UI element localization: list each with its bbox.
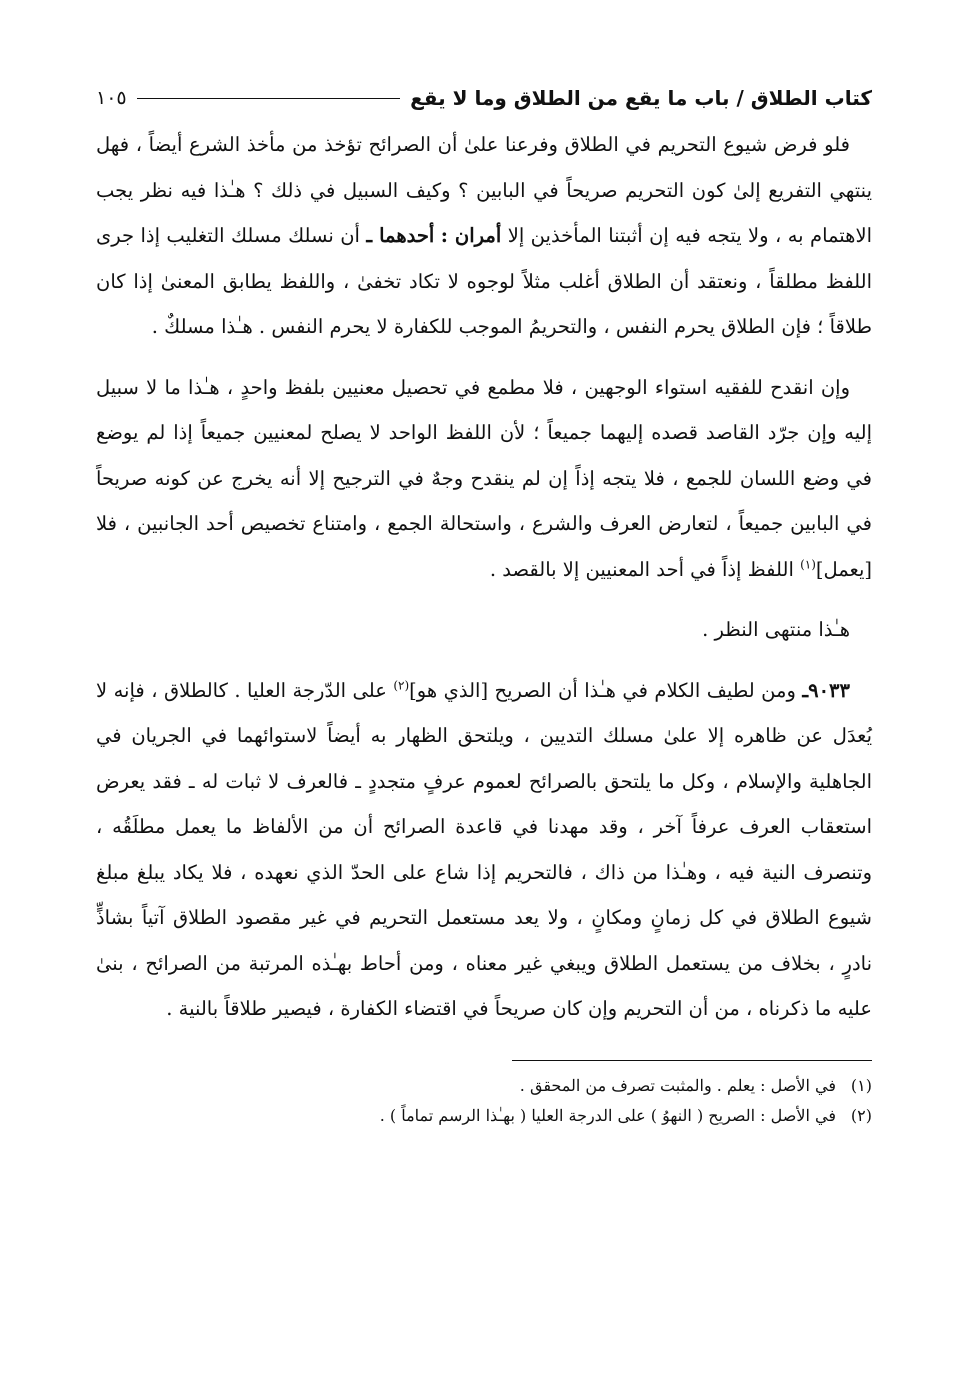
footnote-rule: [512, 1060, 872, 1061]
page-number: ١٠٥: [96, 87, 127, 109]
footnote-number: (٢): [850, 1105, 872, 1125]
running-header: [96, 78, 872, 118]
footnotes: [96, 1071, 872, 1131]
paragraph-2-text-a: وإن انقدح للفقيه استواء الوجهين ، فلا مطمع في تحصيل معنيين بلفظ واحدٍ ، هـٰذا ما لا سبيل إليه وإن جرّد القاصد قصده إليهما جميعاً ؛ لأن اللفظ الواحد لا يصلح لمعنيين جميعاً إذا لم يوضع في وضع اللسان للجمع ، فلا يتجه إذاً إن لم ينقدح وجهٌ في الترجيح إلا أنه يخرج عن كونه صريحاً في البابين جميعاً ، لتعارض العرف والشرع ، واستحالة الجمع ، وامتناع تخصيص أحد الجانبين ، فلا [يعمل]: [96, 375, 872, 581]
bold-term-amran: أمران :: [440, 224, 502, 247]
footnote-text: في الأصل : الصريح ( النهوُ ) على الدرجة العليا ( بهـٰذا الرسم تماماً ) .: [379, 1105, 836, 1125]
footnote-ref-1: (١): [800, 557, 816, 571]
paragraph-4: [96, 668, 872, 1032]
body-text: [96, 122, 872, 1032]
paragraph-1: [96, 122, 872, 350]
footnote-ref-2: (٢): [393, 678, 410, 692]
paragraph-3-text: هـٰذا منتهى النظر .: [702, 618, 850, 641]
book-page: [96, 78, 872, 1368]
footnote: [96, 1071, 872, 1101]
bold-term-ahaduhuma: أحدهما ـ: [366, 224, 435, 247]
paragraph-2: [96, 365, 872, 593]
paragraph-4-text-a: ومن لطيف الكلام في هـٰذا أن الصريح [الذي هو]: [409, 678, 796, 702]
footnote-text: في الأصل : يعلم . والمثبت تصرف من المحقق .: [519, 1075, 836, 1095]
paragraph-1-text: فلو فرض شيوع التحريم في الطلاق وفرعنا علىٰ أن الصرائح تؤخذ من مأخذ الشرع أيضاً ، فهل ينتهي التفريع إلىٰ كون التحريم صريحاً في البابين ؟ وكيف السبيل في ذلك ؟ هـٰذا فيه نظر يجب الاهتمام به ، ولا يتجه فيه إن أثبتنا المأخذين إلا: [96, 133, 872, 247]
paragraph-2-text-b: اللفظ إذاً في أحد المعنيين إلا بالقصد .: [489, 557, 794, 581]
paragraph-3: [96, 607, 872, 653]
section-number: ٩٠٣٣ـ: [802, 678, 850, 702]
paragraph-1-rest: أن نسلك مسلك التغليب إذا جرى اللفظ مطلقاً ، ونعتقد أن الطلاق أغلب مثلاً لوجوه لا تكاد تخفىٰ ، واللفظ يطابق المعنىٰ إذا كان طلاقاً ؛ فإن الطلاق يحرم النفس ، والتحريمُ الموجب للكفارة لا يحرم النفس . هـٰذا مسلكٌ .: [96, 224, 872, 338]
paragraph-4-text-b: على الدّرجة العليا . كالطلاق ، فإنه لا يُعدَل عن ظاهره إلا علىٰ مسلك التديين ، ويلتحق الظهار به أيضاً لاستوائهما في الجريان في الجاهلية والإسلام ، وكل ما يلتحق بالصرائح لعموم عرفٍ متجددٍ ـ فالعرف لا ثبات له ـ فقد يعرض استعقاب العرف عرفاً آخر ، وقد مهدنا في قاعدة الصرائح أن من الألفاظ ما يعمل مطلَقُه ، وتنصرف النية فيه ، وهـٰذا من ذاك ، فالتحريم إذا شاع على الحدّ الذي نعهده ، فلا يكاد يبلغ مبلغ شيوع الطلاق في كل زمانٍ ومكانٍ ، ولا يعد مستعمل التحريم في غير مقصود الطلاق آتياً بشاذٍّ نادرٍ ، بخلاف من يستعمل الطلاق ويبغي غير معناه ، ومن أحاط بهـٰذه المرتبة من الصرائح ، بنىٰ عليه ما ذكرناه ، من أن التحريم وإن كان صريحاً في اقتضاء الكفارة ، فيصير طلاقاً بالنية .: [96, 678, 872, 1020]
chapter-title: كتاب الطلاق / باب ما يقع من الطلاق وما لا يقع: [410, 86, 872, 110]
footnote-number: (١): [850, 1075, 872, 1095]
header-rule: [137, 98, 400, 99]
footnote: [96, 1101, 872, 1131]
